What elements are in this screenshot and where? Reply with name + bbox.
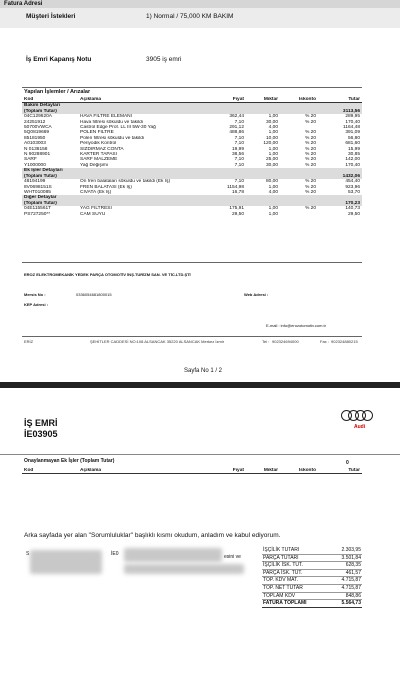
item-desc: FREN BALATASI (Ek İş) (80, 184, 132, 190)
item-qty: 4,00 (268, 125, 278, 131)
col-qty: Miktar (246, 97, 280, 103)
footer-fax: 902324880215 (331, 339, 358, 344)
table-header-row (22, 468, 362, 474)
table-row (22, 212, 362, 217)
redacted-area (30, 550, 102, 574)
item-total: 170,40 (345, 119, 360, 125)
acknowledgement-text: Arka sayfada yer alan "Sorumluluklar" başlıklı kısmı okudum, anladım ve kabul ediyorum. (24, 532, 281, 539)
totals-label: İŞÇİLİK İSK. TUT. (263, 562, 303, 569)
section-total: 3113,56 (318, 109, 362, 114)
totals-label: PARÇA TUTARI (263, 554, 299, 561)
audi-brand-label: Audi (354, 424, 366, 430)
item-desc: HAVA FİLTRE ELEMANI (80, 114, 132, 120)
item-price: 7,10 (234, 162, 244, 168)
totals-value: 4.715,87 (341, 584, 361, 591)
item-qty: 1,00 (268, 130, 278, 136)
item-total: 170,40 (345, 162, 360, 168)
col-discount: İskonto (280, 468, 318, 474)
item-discount: % 20 (305, 179, 316, 185)
email-text: E-mail : info@erozotomotiv.com.tr (266, 323, 327, 328)
item-qty: 1,00 (268, 206, 278, 212)
totals-value: 2.303,95 (341, 547, 361, 553)
item-code: N 90288901 (24, 152, 51, 158)
partial-text: esini ve (224, 554, 241, 560)
company-name: EROZ ELEKTROMEKANİK YEDEK PARÇA OTOMOTİV İNŞ.TURİZM SAN. VE TİC.LTD.ŞTİ (24, 272, 191, 277)
closing-note-value: 3905 iş emri (146, 56, 182, 63)
item-desc: SARF MALZEME (80, 157, 118, 163)
item-price: 16,78 (231, 189, 244, 195)
audi-logo-icon (341, 410, 381, 422)
totals-label: TOP. NET TUTAR (263, 584, 303, 591)
mersis-label: Mersis No : (24, 292, 46, 297)
totals-label: PARÇA İSK. TUT. (263, 569, 303, 576)
footer-tel-label: Tel : (262, 339, 270, 344)
section-title: Bakım Detayları (22, 103, 78, 109)
item-price: 19,99 (231, 146, 244, 152)
customer-requests-label: Müşteri İstekleri (26, 13, 76, 20)
item-total: 56,80 (347, 135, 360, 141)
totals-label: TOPLAM KDV (263, 592, 296, 599)
item-price: 29,50 (231, 211, 244, 217)
item-discount: % 20 (305, 130, 316, 136)
totals-label: FATURA TOPLAMI (263, 600, 307, 607)
item-total: 53,70 (347, 189, 360, 195)
invoice-page-2 (0, 388, 400, 678)
item-price: 38,56 (231, 152, 244, 158)
item-code: 48194199 (24, 179, 46, 185)
item-price: 7,10 (234, 119, 244, 125)
item-qty: 1,00 (268, 114, 278, 120)
separator (22, 262, 362, 263)
unapproved-table-header (22, 468, 362, 474)
item-price: 362,44 (229, 114, 244, 120)
totals-row (262, 593, 362, 601)
totals-value: 5.564,73 (341, 600, 361, 607)
totals-row (262, 562, 362, 570)
repairs-header: Yapılan İşlemler / Arızalar (24, 89, 91, 95)
col-total: Tutar (318, 97, 362, 103)
totals-value: 4.715,87 (341, 577, 361, 584)
item-desc: SIZDIRMAZ CONTA (80, 146, 124, 152)
item-desc: CİVATA (Ek İş) (80, 189, 112, 195)
item-qty: 25,00 (265, 157, 278, 163)
kep-label: KEP Adresi : (24, 302, 49, 307)
footer-address: ŞEHİTLER CADDESİ NO:108 ALSANCAK 35220 ALSANCAK Merkez İzmir (90, 339, 225, 344)
item-code: 04E115561T (24, 206, 52, 212)
item-code: 5Q0819669 (24, 130, 50, 136)
totals-row (262, 577, 362, 585)
item-discount: % 20 (305, 141, 316, 147)
totals-box (262, 547, 362, 608)
col-qty: Miktar (246, 468, 280, 474)
item-code: 04C129620A (24, 114, 53, 120)
separator (0, 454, 400, 455)
totals-value: 461,57 (345, 569, 361, 576)
item-total: 142,00 (345, 157, 360, 163)
item-discount: % 20 (305, 206, 316, 212)
item-desc: Polen filtresi sökuldu ve takildi (80, 135, 144, 141)
item-price: 7,10 (234, 135, 244, 141)
item-qty: 1,00 (268, 152, 278, 158)
item-discount: % 20 (305, 157, 316, 163)
item-desc: CAM SUYU (80, 211, 106, 217)
item-discount: % 20 (305, 135, 316, 141)
item-desc: Ön fren balataları sökuldu ve takildi (Ek İş) (80, 179, 171, 185)
customer-requests-value: 1) Normal / 75,000 KM BAKIM (146, 13, 234, 20)
item-total: 29,50 (347, 211, 360, 217)
item-code: N 0138158 (24, 146, 48, 152)
col-price: Fiyat (208, 468, 246, 474)
page-number: Sayfa No 1 / 2 (184, 368, 223, 374)
item-desc: Yağ Değişimi (80, 162, 108, 168)
col-price: Fiyat (208, 97, 246, 103)
item-qty: 1,00 (268, 184, 278, 190)
closing-note-label: İş Emri Kapanış Notu (26, 56, 92, 63)
item-price: 7,10 (234, 179, 244, 185)
billing-address-header (0, 0, 400, 8)
item-discount: % 20 (305, 184, 316, 190)
item-qty: 4,00 (268, 189, 278, 195)
item-total: 391,09 (345, 130, 360, 136)
item-qty: 10,00 (265, 135, 278, 141)
section-subtitle: (Toplam Tutar) (22, 174, 78, 179)
item-price: 291,12 (229, 125, 244, 131)
item-discount (280, 212, 318, 217)
item-discount: % 20 (305, 146, 316, 152)
item-discount: % 20 (305, 114, 316, 120)
mersis-value: 0336054681800015 (76, 292, 112, 297)
repairs-table (22, 97, 362, 217)
item-code: WHT010085 (24, 189, 51, 195)
item-total: 30,85 (347, 152, 360, 158)
section-total: 1432,06 (318, 174, 362, 179)
item-price: 175,91 (229, 206, 244, 212)
item-total: 1164,48 (343, 125, 360, 131)
totals-row (262, 570, 362, 578)
footer-fax-label: Fax : (320, 339, 329, 344)
section-total: 170,23 (318, 201, 362, 206)
item-price: 1154,98 (227, 184, 244, 190)
footer-city: ERİZ (24, 339, 34, 344)
item-qty: 30,00 (265, 119, 278, 125)
totals-row (262, 585, 362, 593)
redacted-area (124, 564, 244, 574)
item-code: PS727250** (24, 211, 51, 217)
item-qty: 1,00 (268, 146, 278, 152)
item-total: 15,99 (347, 146, 360, 152)
item-desc: KARTER TAPASI (80, 152, 117, 158)
totals-label: İŞÇİLİK TUTARI (263, 547, 300, 553)
billing-address-title: Fatura Adresi (4, 1, 43, 7)
item-discount: % 20 (305, 152, 316, 158)
section-subtitle: (Toplam Tutar) (22, 201, 78, 206)
item-desc: Hava filtresi sökuldu ve takildi (80, 119, 143, 125)
item-code: 50700VWCA (24, 125, 52, 131)
unapproved-total: 0 (346, 460, 349, 466)
item-code: 24251912 (24, 119, 46, 125)
item-price: 7,10 (234, 157, 244, 163)
item-code: 85181950 (24, 135, 46, 141)
item-code: SARF (24, 157, 37, 163)
item-total: 289,95 (345, 114, 360, 120)
col-code: Kod (22, 468, 78, 474)
col-discount: İskonto (280, 97, 318, 103)
totals-row (262, 600, 362, 608)
section-title: Ek İşler Detayları (22, 168, 78, 173)
section-subtitle: (Toplam Tutar) (22, 109, 78, 114)
separator (22, 336, 362, 337)
item-price: 488,86 (229, 130, 244, 136)
redacted-area (124, 548, 222, 562)
col-total: Tutar (318, 468, 362, 474)
item-desc: YAĞ FİLTRESİ (80, 206, 112, 212)
item-desc: Periyodik Kontrol (80, 141, 117, 147)
item-qty: 120,00 (263, 141, 278, 147)
item-qty: 80,00 (265, 179, 278, 185)
item-code: 8V0698151S (24, 184, 52, 190)
footer-tel: 902324694000 (272, 339, 299, 344)
item-total: 923,96 (345, 184, 360, 190)
totals-row (262, 547, 362, 555)
item-discount: % 20 (305, 119, 316, 125)
section-title: Diğer Detaylar (22, 195, 78, 200)
item-total: 681,60 (345, 141, 360, 147)
work-order-title: İŞ EMRİ (24, 418, 58, 428)
item-total: 454,40 (345, 179, 360, 185)
item-qty: 1,00 (268, 211, 278, 217)
col-desc: Açıklama (78, 97, 208, 103)
partial-text: S (26, 551, 30, 557)
unapproved-label: Onaylanmayan Ek İşler (Toplam Tutar) (24, 458, 115, 464)
col-desc: Açıklama (78, 468, 208, 474)
item-desc: POLEN FİLTRE (80, 130, 114, 136)
separator (22, 87, 362, 88)
item-code: Y1000000 (24, 162, 46, 168)
totals-value: 848,86 (345, 592, 361, 599)
totals-value: 628,35 (345, 562, 361, 569)
work-order-number: İE03905 (24, 429, 58, 439)
web-label: Web Adresi : (244, 292, 269, 297)
item-discount: % 20 (305, 189, 316, 195)
item-qty: 30,00 (265, 162, 278, 168)
item-desc: Castrol Edge Prof. LL III 5W-30 Yağ (80, 125, 156, 131)
col-code: Kod (22, 97, 78, 103)
item-discount: % 20 (305, 162, 316, 168)
totals-value: 3.501,84 (341, 554, 361, 561)
totals-label: TOP. KDV MAT. (263, 577, 299, 584)
item-code: A0103003 (24, 141, 46, 147)
item-price: 7,10 (234, 141, 244, 147)
item-total: 140,73 (345, 206, 360, 212)
partial-text: İE0 (111, 551, 119, 557)
